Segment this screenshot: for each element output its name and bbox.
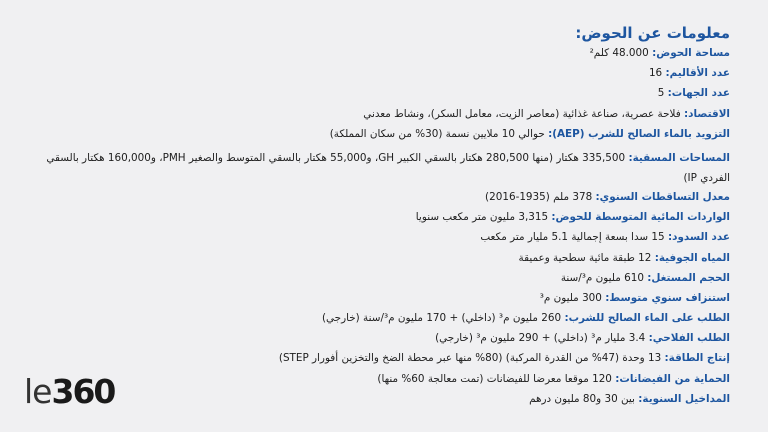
fact-value: 12 طبقة مائية سطحية وعميقة xyxy=(518,251,655,264)
fact-label: الطلب على الماء الصالح للشرب: xyxy=(564,312,730,325)
fact-label: الواردات المائية المتوسطة للحوض: xyxy=(551,211,730,224)
fact-value: 5 xyxy=(657,87,668,100)
fact-label: عدد الجهات: xyxy=(667,87,730,100)
fact-annual-depletion xyxy=(30,292,730,305)
fact-irrigated-areas xyxy=(30,148,730,188)
fact-drinking-water-supply xyxy=(30,128,730,141)
fact-value: 16 xyxy=(648,67,666,80)
fact-label: عدد الأقاليم: xyxy=(665,67,730,80)
facts-list xyxy=(30,47,730,413)
fact-basin-area xyxy=(30,47,730,60)
fact-groundwater xyxy=(30,252,730,265)
fact-flood-protection xyxy=(30,373,730,386)
fact-drinking-water-demand xyxy=(30,312,730,325)
fact-label: إنتاج الطاقة: xyxy=(664,352,730,365)
fact-label: الحماية من الفيضانات: xyxy=(615,372,730,385)
fact-annual-rainfall xyxy=(30,191,730,204)
fact-value: 120 موقعا معرضا للفيضانات (تمت معالجة 60% منها) xyxy=(377,372,616,385)
fact-label: الحجم المستغل: xyxy=(647,271,730,284)
fact-label: معدل التساقطات السنوي: xyxy=(595,190,730,203)
fact-label: المياه الجوفية: xyxy=(654,251,730,264)
fact-value: 610 مليون م³/سنة xyxy=(560,271,648,284)
fact-label: الطلب الفلاحي: xyxy=(648,332,730,345)
fact-agricultural-demand xyxy=(30,332,730,345)
fact-value: 3.4 مليار م³ (داخلي) + 290 مليون م³ (خارجي) xyxy=(435,332,649,345)
fact-energy-production xyxy=(30,352,730,365)
fact-label: المداخيل السنوية: xyxy=(638,392,730,405)
fact-value: 300 مليون م³ xyxy=(539,291,606,304)
page-title: معلومات عن الحوض: xyxy=(575,24,730,42)
fact-label: مساحة الحوض: xyxy=(652,47,730,59)
logo-prefix: le xyxy=(24,372,52,411)
fact-value: حوالي 10 ملايين نسمة (30% من سكان المملكة) xyxy=(329,127,549,140)
fact-value: 335,500 هكتار (منها 280,500 هكتار بالسقي الكبير GH، و55,000 هكتار بالسقي المتوسط والصغير PMH، و160,000 هكتار بالسقي الفردي IP) xyxy=(46,151,730,184)
fact-value: بين 30 و80 مليون درهم xyxy=(529,392,639,405)
fact-value: 13 وحدة (47% من القدرة المركبة) (80% منها عبر محطة الضخ والتخزين أفورار STEP) xyxy=(278,352,665,365)
fact-annual-revenue xyxy=(30,393,730,406)
fact-value: فلاحة عصرية، صناعة غذائية (معاصر الزيت، معامل السكر)، ونشاط معدني xyxy=(363,107,685,120)
fact-provinces xyxy=(30,67,730,80)
fact-label: المساحات المسقية: xyxy=(628,151,730,164)
fact-value: 378 ملم (1935-2016) xyxy=(485,190,596,203)
fact-value: 3,315 مليون متر مكعب سنويا xyxy=(415,211,552,224)
fact-water-inflows xyxy=(30,211,730,224)
fact-label: الاقتصاد: xyxy=(684,107,730,120)
fact-exploited-volume xyxy=(30,272,730,285)
fact-label: عدد السدود: xyxy=(667,231,730,244)
fact-value: 260 مليون م³ (داخلي) + 170 مليون م³/سنة (خارجي) xyxy=(321,312,565,325)
fact-label: التزويد بالماء الصالح للشرب (AEP): xyxy=(548,127,730,140)
le360-logo xyxy=(24,374,114,410)
fact-value: 15 سدا بسعة إجمالية 5.1 مليار متر مكعب xyxy=(480,231,668,244)
fact-economy xyxy=(30,108,730,121)
fact-value: 48.000 كلم² xyxy=(589,47,653,59)
fact-label: استنزاف سنوي متوسط: xyxy=(605,291,730,304)
fact-dams xyxy=(30,231,730,244)
fact-regions xyxy=(30,87,730,100)
logo-number: 360 xyxy=(51,372,115,411)
